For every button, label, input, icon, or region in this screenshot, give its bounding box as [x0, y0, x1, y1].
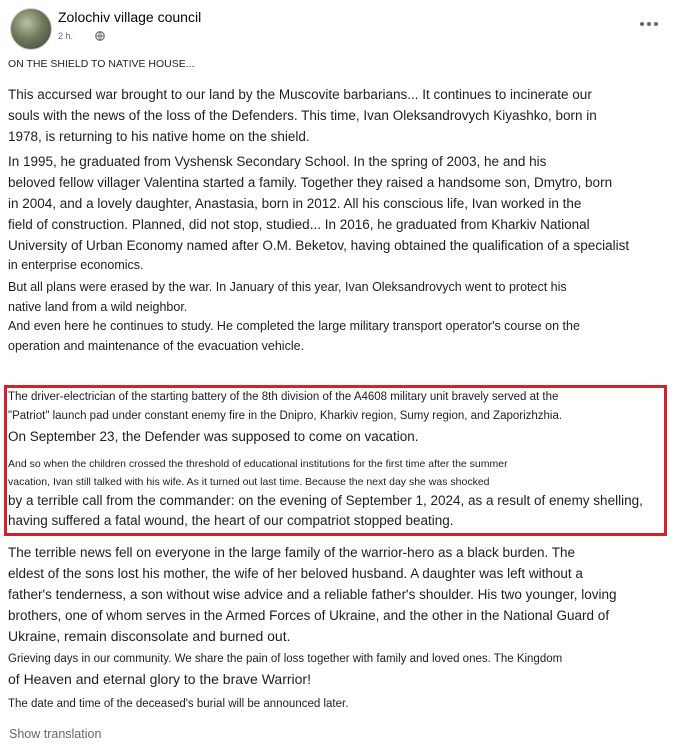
paragraph-7 [8, 650, 658, 690]
text-line: Grieving days in our community. We share the pain of loss together with family and loved ones. The Kingdom [8, 653, 563, 665]
post-heading: ON THE SHIELD TO NATIVE HOUSE... [8, 58, 195, 70]
paragraph-1 [8, 84, 658, 147]
post-header [10, 6, 665, 50]
paragraph-2 [8, 151, 658, 276]
text-line: Ukraine, remain disconsolate and burned out. [8, 628, 291, 644]
text-line: The driver-electrician of the starting battery of the 8th division of the A4608 military unit bravely served at the [8, 391, 559, 403]
post-meta [58, 31, 105, 41]
text-line: of Heaven and eternal glory to the brave Warrior! [8, 671, 311, 687]
text-line: having suffered a fatal wound, the heart of our compatriot stopped beating. [8, 513, 454, 528]
text-line: In 1995, he graduated from Vyshensk Secondary School. In the spring of 2003, he and his [8, 154, 547, 169]
show-translation-link[interactable]: Show translation [9, 727, 102, 741]
text-line: field of construction. Planned, did not stop, studied... In 2016, he graduated from Kharkiv National [8, 217, 590, 232]
text-line: University of Urban Economy named after O.M. Beketov, having obtained the qualification of a specialist [8, 238, 630, 253]
more-options-icon[interactable] [637, 16, 661, 32]
text-line: But all plans were erased by the war. In January of this year, Ivan Oleksandrovych went to protect his [8, 280, 567, 294]
text-line: This accursed war brought to our land by the Muscovite barbarians... It continues to incinerate our [8, 87, 592, 102]
text-line: father's tenderness, a son without wise advice and a reliable father's shoulder. His two younger, loving [8, 587, 617, 602]
paragraph-5 [8, 455, 658, 531]
text-line: "Patriot" launch pad under constant enemy fire in the Dnipro, Kharkiv region, Sumy region, and Zaporizhzhia. [8, 410, 563, 422]
page-name[interactable]: Zolochiv village council [58, 9, 202, 25]
paragraph-3 [8, 278, 658, 356]
text-line: by a terrible call from the commander: on the evening of September 1, 2024, as a result of enemy shelling, [8, 493, 643, 508]
post-time[interactable]: 2 h. [58, 31, 74, 41]
globe-icon [95, 31, 105, 41]
text-line: brothers, one of whom serves in the Armed Forces of Ukraine, and the other in the National Guard of [8, 608, 610, 623]
text-line: in enterprise economics. [8, 258, 144, 272]
page-avatar[interactable] [10, 8, 52, 50]
text-line: beloved fellow villager Valentina started a family. Together they raised a handsome son, Dmytro, born [8, 175, 613, 190]
text-line: On September 23, the Defender was supposed to come on vacation. [8, 429, 419, 444]
text-line: souls with the news of the loss of the Defenders. This time, Ivan Oleksandrovych Kiyashko, born in [8, 108, 597, 123]
text-line: vacation, Ivan still talked with his wife. As it turned out last time. Because the next day she was shocked [8, 476, 490, 488]
text-line: eldest of the sons lost his mother, the wife of her beloved husband. A daughter was left without a [8, 566, 583, 581]
paragraph-8: The date and time of the deceased's burial will be announced later. [8, 698, 349, 710]
text-line: in 2004, and a lovely daughter, Anastasia, born in 2012. All his conscious life, Ivan worked in the [8, 196, 582, 211]
text-line: 1978, is returning to his native home on the shield. [8, 129, 310, 144]
text-line: And even here he continues to study. He completed the large military transport operator's course on the [8, 319, 580, 333]
text-line: native land from a wild neighbor. [8, 299, 188, 314]
text-line: And so when the children crossed the threshold of educational institutions for the first time after the summer [8, 458, 508, 470]
paragraph-6 [8, 542, 658, 647]
paragraph-4 [8, 388, 658, 447]
text-line: operation and maintenance of the evacuation vehicle. [8, 338, 305, 353]
text-line: The terrible news fell on everyone in the large family of the warrior-hero as a black burden. The [8, 545, 576, 560]
